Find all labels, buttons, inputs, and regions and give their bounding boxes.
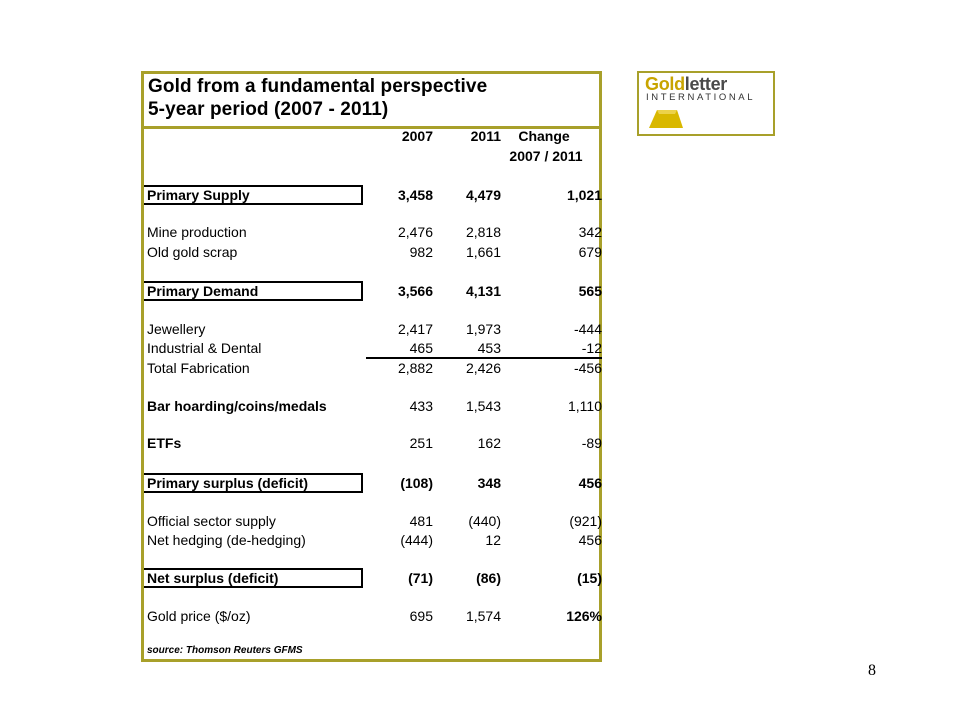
value-change: 456 — [578, 475, 602, 491]
value-change: 1,021 — [566, 187, 602, 203]
table-title-block — [144, 74, 599, 129]
table-row-official-sector-supply — [144, 513, 602, 532]
table-row-etfs — [144, 435, 602, 454]
value-change: (921) — [569, 513, 602, 529]
value-change: 342 — [578, 224, 602, 240]
value-change: 126% — [566, 608, 602, 624]
row-label: Bar hoarding/coins/medals — [147, 398, 327, 414]
value-2007: 3,566 — [397, 283, 433, 299]
value-2007: 2,417 — [397, 321, 433, 337]
table-row-mine-production — [144, 224, 602, 243]
table-row-gold-price — [144, 608, 602, 627]
value-2007: 695 — [409, 608, 433, 624]
row-label: Industrial & Dental — [147, 340, 262, 356]
row-label: Primary Demand — [147, 283, 259, 299]
row-label: Net hedging (de-hedging) — [147, 532, 306, 548]
value-2007: (108) — [400, 475, 433, 491]
row-label: Gold price ($/oz) — [147, 608, 251, 624]
row-label: Mine production — [147, 224, 247, 240]
row-label: Net surplus (deficit) — [147, 570, 279, 586]
table-row-jewellery — [144, 321, 602, 340]
row-label: Official sector supply — [147, 513, 276, 529]
col-header-2011: 2011 — [470, 128, 501, 144]
value-2011: 1,661 — [465, 244, 501, 260]
logo-subtitle: INTERNATIONAL — [646, 92, 756, 103]
col-header-2007: 2007 — [401, 128, 433, 144]
value-2007: (71) — [408, 570, 433, 586]
value-change: (15) — [577, 570, 602, 586]
value-2011: 4,479 — [465, 187, 501, 203]
value-2007: 2,882 — [397, 360, 433, 376]
goldletter-logo — [637, 71, 775, 136]
value-2007: 3,458 — [397, 187, 433, 203]
value-2011: 2,426 — [465, 360, 501, 376]
value-change: 456 — [578, 532, 602, 548]
row-label: Primary surplus (deficit) — [147, 475, 309, 491]
table-row-total-fabrication — [144, 360, 602, 379]
logo-word-gold: Gold — [645, 74, 685, 94]
value-2011: 348 — [477, 475, 501, 491]
value-change: -444 — [573, 321, 602, 337]
source-note: source: Thomson Reuters GFMS — [147, 645, 303, 656]
value-change: 1,110 — [568, 398, 602, 414]
total-separator-line — [366, 357, 602, 359]
table-row-primary-surplus — [144, 475, 602, 494]
table-subtitle: 5-year period (2007 - 2011) — [148, 99, 389, 120]
value-2011: (440) — [468, 513, 501, 529]
value-change: -456 — [573, 360, 602, 376]
value-2011: 4,131 — [465, 283, 501, 299]
page-number: 8 — [868, 662, 876, 679]
row-label: Jewellery — [147, 321, 206, 337]
value-2011: 2,818 — [465, 224, 501, 240]
value-change: 565 — [578, 283, 602, 299]
col-header-change-period: 2007 / 2011 — [509, 148, 583, 164]
col-header-change: Change — [518, 128, 570, 144]
row-label: ETFs — [147, 435, 182, 451]
table-row-primary-supply — [144, 187, 602, 206]
table-title: Gold from a fundamental perspective — [148, 76, 488, 97]
value-2011: 1,574 — [465, 608, 501, 624]
value-2011: 162 — [477, 435, 501, 451]
value-2007: (444) — [400, 532, 433, 548]
table-row-old-gold-scrap — [144, 244, 602, 263]
value-2007: 251 — [409, 435, 433, 451]
value-2011: 1,543 — [465, 398, 501, 414]
row-label: Primary Supply — [147, 187, 250, 203]
value-2011: 12 — [485, 532, 501, 548]
gold-fundamentals-table — [141, 71, 602, 662]
value-2007: 433 — [409, 398, 433, 414]
gold-bar-icon — [647, 107, 685, 129]
value-2011: 1,973 — [465, 321, 501, 337]
logo-word-letter: letter — [684, 74, 728, 94]
table-row-net-hedging — [144, 532, 602, 551]
table-row-bar-hoarding — [144, 398, 602, 417]
value-2007: 465 — [409, 340, 433, 356]
value-change: -89 — [581, 435, 602, 451]
value-change: -12 — [581, 340, 602, 356]
value-2011: (86) — [476, 570, 501, 586]
row-label: Total Fabrication — [147, 360, 250, 376]
value-2007: 481 — [409, 513, 433, 529]
value-2011: 453 — [477, 340, 501, 356]
value-2007: 2,476 — [397, 224, 433, 240]
table-row-primary-demand — [144, 283, 602, 302]
row-label: Old gold scrap — [147, 244, 238, 260]
value-2007: 982 — [409, 244, 433, 260]
value-change: 679 — [578, 244, 602, 260]
table-row-net-surplus — [144, 570, 602, 589]
